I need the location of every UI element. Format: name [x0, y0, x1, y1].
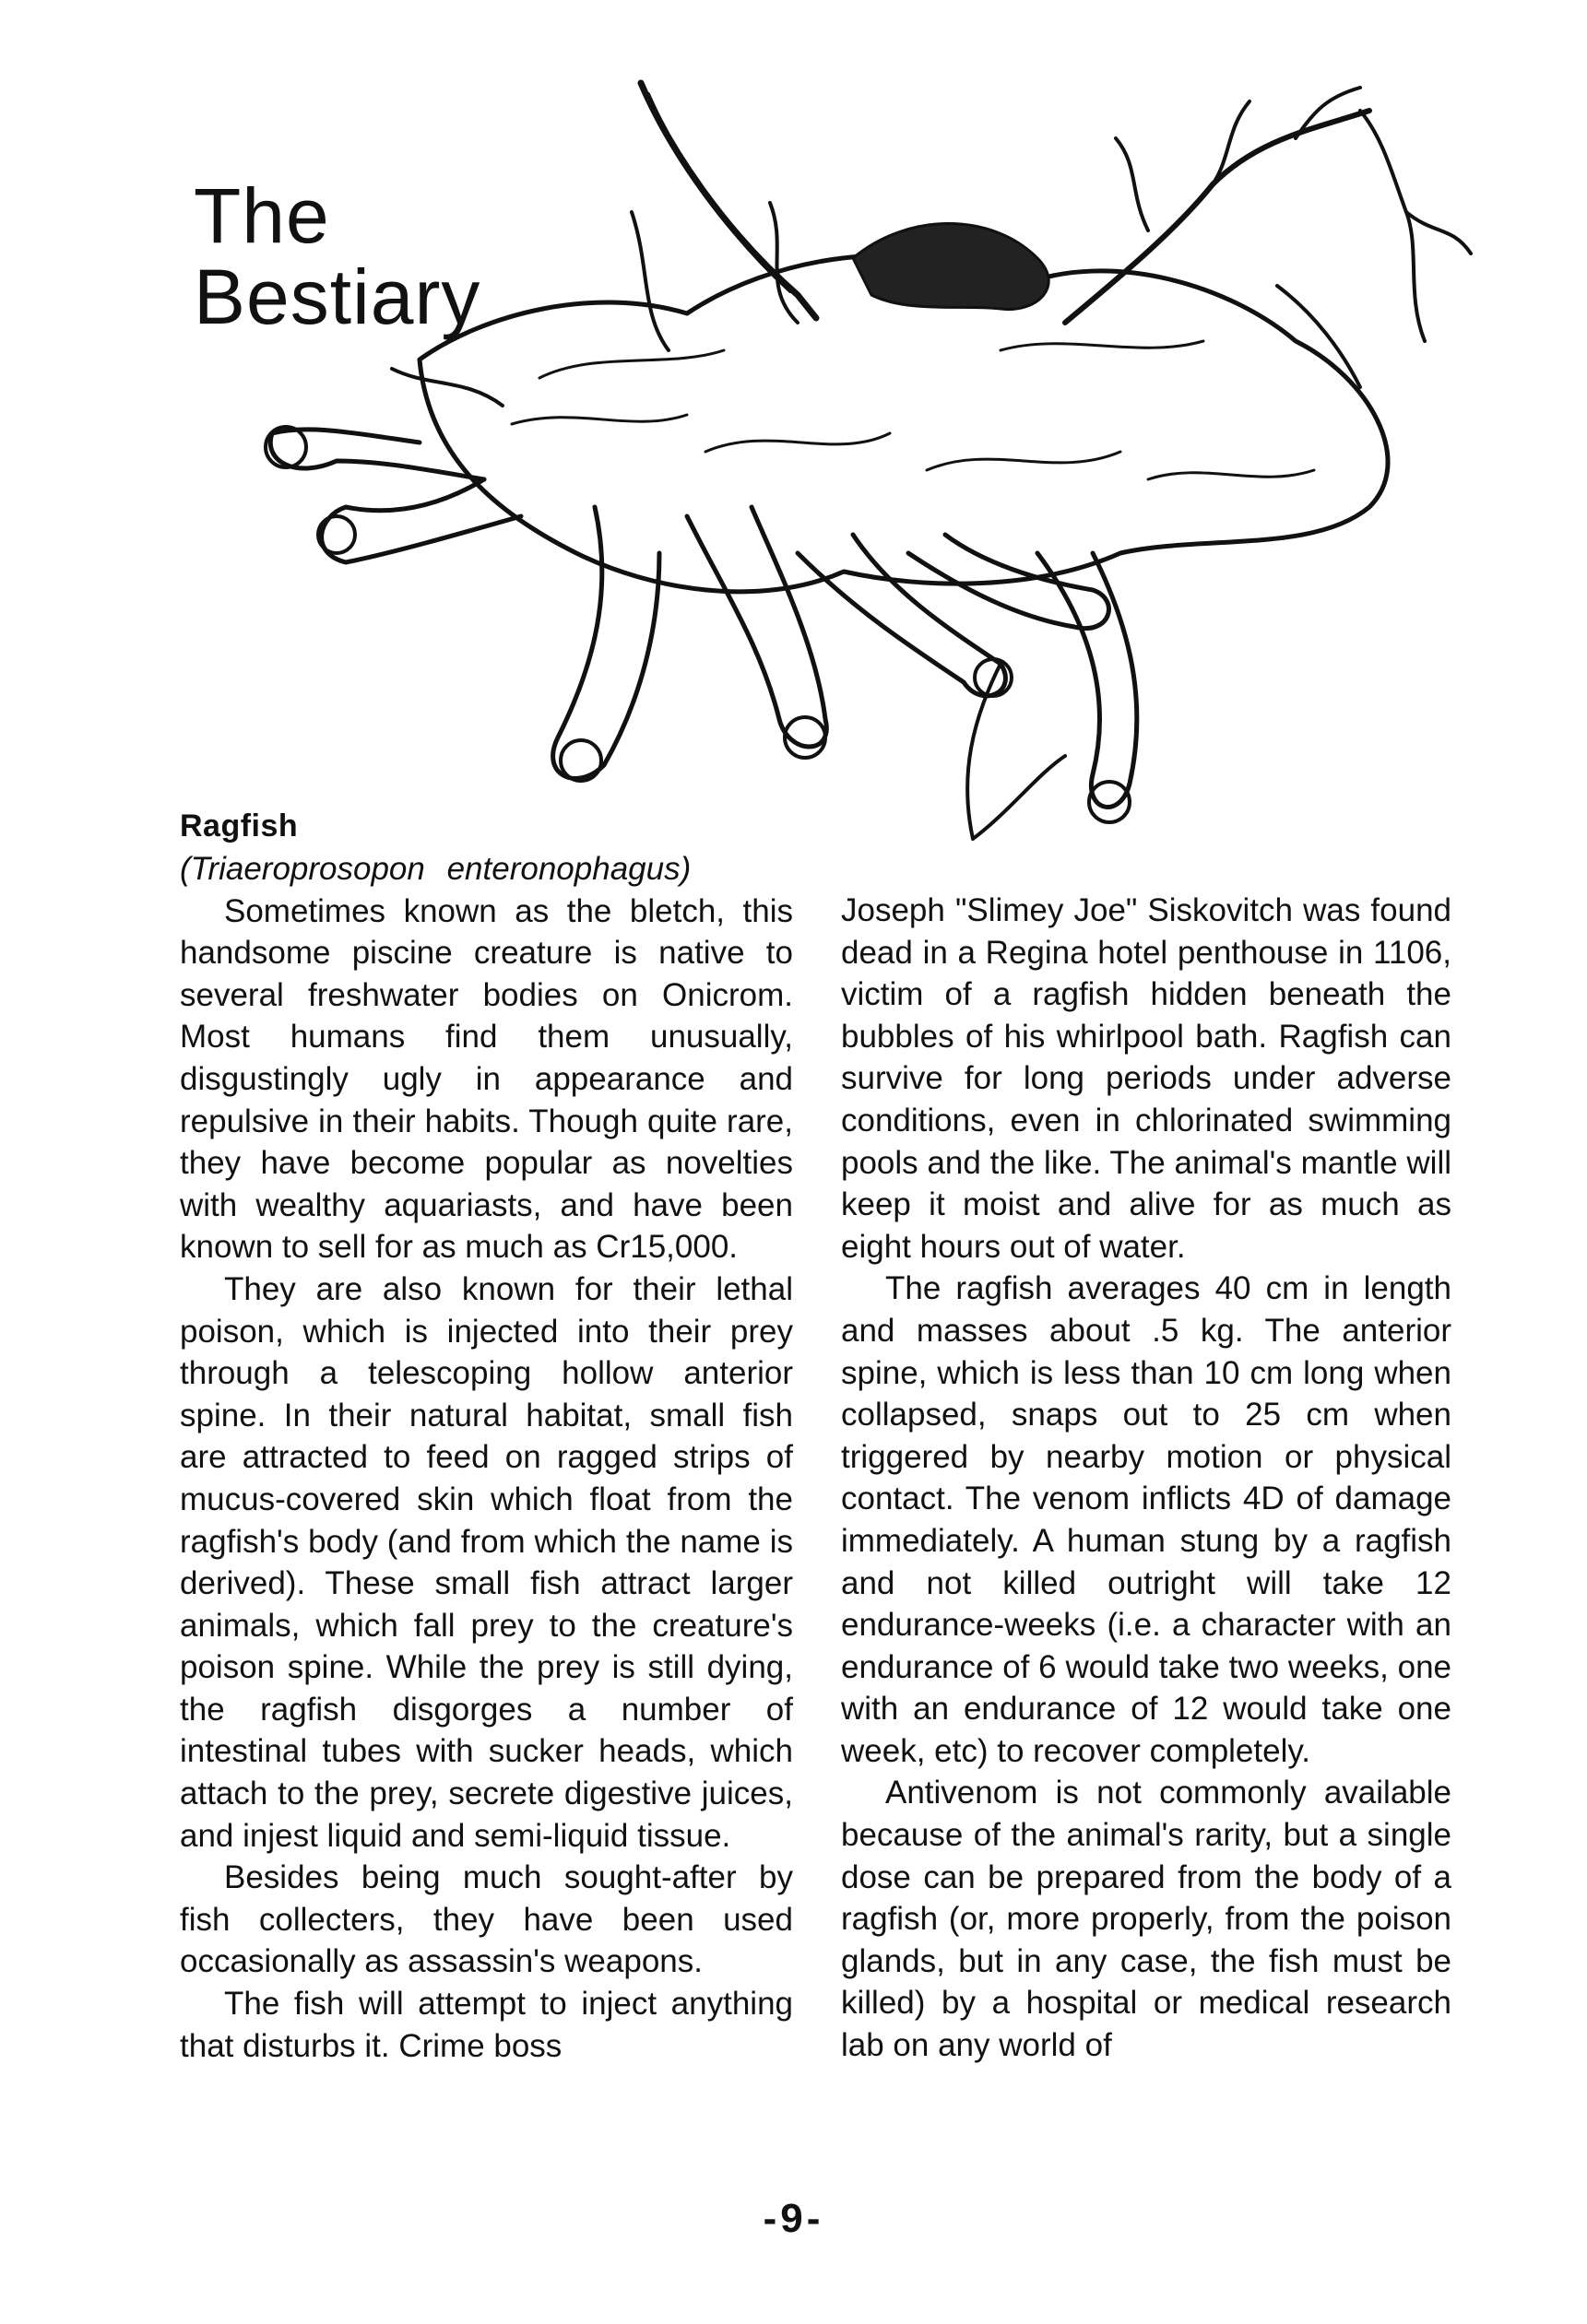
- article-paragraph: Joseph "Slimey Joe" Siskovitch was found dead in a Regina hotel penthouse in 1106, victim of a ragfish hidden beneath the bubbles of his whirlpool bath. Ragfish can survive for long periods under adverse conditions, even in chlorinated swimming pools and the like. The animal's mantle will keep it moist and alive for as much as eight hours out of water.: [841, 892, 1451, 1265]
- page-title-line-2: Bestiary: [194, 254, 481, 340]
- article-paragraph: Antivenom is not commonly available because of the animal's rarity, but a single dose can be prepared from the body of a ragfish (or, more properly, from the poison glands, but in any case, the fish must be killed) by a hospital or medical research lab on any world of: [841, 1775, 1451, 2064]
- article-paragraph: Besides being much sought-after by fish collecters, they have been used occasionally as assassin's weapons.: [180, 1859, 793, 1980]
- article-scientific-name: (Triaeroprosopon enteronophagus): [180, 851, 692, 887]
- article-paragraph: The ragfish averages 40 cm in length and masses about .5 kg. The anterior spine, which is less than 10 cm long when collapsed, snaps out to 25 cm when triggered by nearby motion or physical contact. The venom inflicts 4D of damage immediately. A human stung by a ragfish and not killed outright will take 12 endurance-weeks (i.e. a character with an endurance of 6 would take two weeks, one with an endurance of 12 would take one week, etc) to recover completely.: [841, 1270, 1451, 1769]
- article-paragraph: They are also known for their lethal poison, which is injected into their prey through a telescoping hollow anterior spine. In their natural habitat, small fish are attracted to feed on ragged strips of mucus-covered skin which float from the ragfish's body (and from which the name is derived). These small fish attract larger animals, which fall prey to the creature's poison spine. While the prey is still dying, the ragfish disgorges a number of intestinal tubes with sucker heads, which attach to the prey, secrete digestive juices, and injest liquid and semi-liquid tissue.: [180, 1270, 793, 1854]
- article-right-column: [841, 890, 1451, 2067]
- ragfish-illustration-icon: [207, 74, 1535, 885]
- article-heading: Ragfish: [180, 808, 299, 843]
- page-title-line-1: The: [194, 172, 330, 259]
- article-left-column: [180, 804, 793, 2067]
- article-paragraph: The fish will attempt to inject anything that disturbs it. Crime boss: [180, 1986, 793, 2064]
- page-number: -9-: [763, 2196, 824, 2241]
- article-paragraph: Sometimes known as the bletch, this handsome piscine creature is native to several freshwater bodies on Onicrom. Most humans find them unusually, disgustingly ugly in appearance and repulsive in their habits. Though quite rare, they have become popular as novelties with wealthy aquariasts, and have been known to sell for as much as Cr15,000.: [180, 892, 793, 1266]
